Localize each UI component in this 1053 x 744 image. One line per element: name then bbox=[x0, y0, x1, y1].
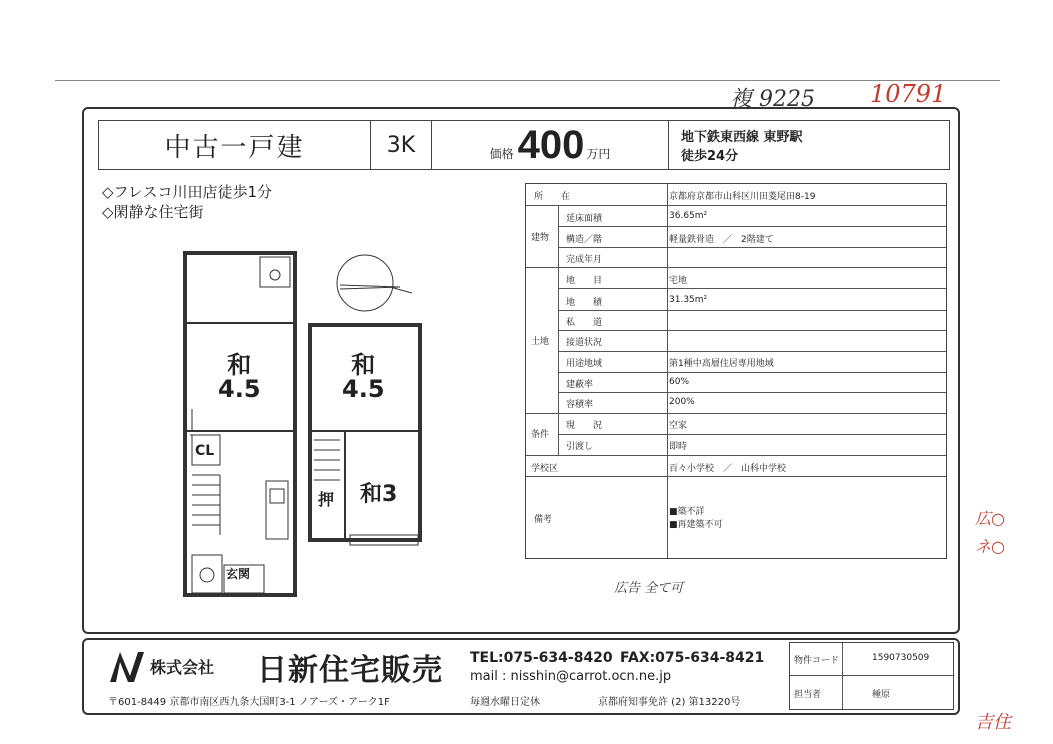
price-label: 価格 bbox=[489, 146, 514, 161]
far-label: 容積率 bbox=[566, 400, 594, 410]
property-code-value: 1590730509 bbox=[872, 653, 930, 663]
land-category-value: 宅地 bbox=[669, 276, 688, 286]
handwritten-note-right-2: ネ○ bbox=[975, 537, 1005, 556]
remarks-value-1: ■築不詳 bbox=[669, 507, 705, 517]
oshi-label: 押 bbox=[318, 490, 335, 509]
holiday: 毎週水曜日定休 bbox=[470, 697, 540, 708]
school-label: 学校区 bbox=[531, 464, 559, 474]
floor-plan bbox=[180, 245, 440, 600]
land-area-value: 31.35m² bbox=[669, 295, 708, 305]
room-2-size: 4.5 bbox=[342, 375, 385, 403]
conditions-group-label: 条件 bbox=[531, 430, 550, 440]
row-line bbox=[558, 392, 946, 393]
staff-value: 種原 bbox=[872, 690, 891, 700]
room-1-size: 4.5 bbox=[218, 375, 261, 403]
closet-label: CL bbox=[195, 443, 215, 459]
handwritten-note-right-1: 広○ bbox=[975, 509, 1005, 528]
structure-label: 構造／階 bbox=[566, 235, 603, 245]
far-value: 200% bbox=[669, 397, 695, 407]
header-layout-cell bbox=[370, 120, 432, 170]
company-logo bbox=[108, 646, 146, 686]
header-type-cell bbox=[98, 120, 370, 170]
code-box-divider bbox=[842, 643, 843, 709]
genkan-label: 玄関 bbox=[226, 567, 251, 581]
price-unit: 万円 bbox=[586, 146, 611, 161]
staff-label: 担当者 bbox=[794, 690, 822, 700]
station-line: 地下鉄東西線 東野駅 bbox=[681, 130, 803, 145]
code-box-row-line bbox=[790, 675, 953, 676]
remarks-label: 備考 bbox=[534, 515, 553, 525]
license: 京都府知事免許 (2) 第13220号 bbox=[598, 697, 741, 708]
status-value: 空家 bbox=[669, 421, 688, 431]
property-code-label: 物件コード bbox=[794, 656, 840, 666]
details-table bbox=[525, 183, 947, 559]
handwritten-note-bottom-right: 吉住 bbox=[975, 712, 1011, 733]
land-category-label: 地 目 bbox=[566, 276, 603, 286]
fax: FAX:075-634-8421 bbox=[620, 650, 765, 666]
row-line bbox=[526, 413, 946, 414]
row-line bbox=[558, 310, 946, 311]
building-group-label: 建物 bbox=[531, 233, 550, 243]
land-group-label: 土地 bbox=[531, 337, 550, 347]
built-label: 完成年月 bbox=[566, 255, 603, 265]
row-line bbox=[558, 226, 946, 227]
status-label: 現 況 bbox=[566, 421, 603, 431]
code-box bbox=[789, 642, 954, 710]
row-line bbox=[558, 351, 946, 352]
station-walk: 徒歩24分 bbox=[681, 149, 739, 164]
property-type: 中古一戸建 bbox=[164, 132, 305, 163]
zoning-value: 第1種中高層住居専用地域 bbox=[669, 359, 774, 369]
road-label: 接道状況 bbox=[566, 338, 603, 348]
row-line bbox=[526, 267, 946, 268]
header-station-cell bbox=[669, 120, 950, 170]
row-line bbox=[558, 288, 946, 289]
header-price-cell bbox=[432, 120, 669, 170]
handwritten-number-2: 10791 bbox=[870, 80, 947, 108]
row-line bbox=[526, 476, 946, 477]
company-type: 株式会社 bbox=[150, 658, 215, 677]
table-divider-main bbox=[667, 184, 668, 558]
handwritten-note-middle: 広告 全て可 bbox=[614, 581, 684, 596]
handover-value: 即時 bbox=[669, 442, 688, 452]
row-line bbox=[558, 247, 946, 248]
room-1-label bbox=[218, 353, 261, 401]
company-name: 日新住宅販売 bbox=[257, 653, 443, 688]
structure-value: 軽量鉄骨造 ／ 2階建て bbox=[669, 235, 774, 245]
feature-2: ◇閑静な住宅街 bbox=[102, 203, 204, 221]
room-2-name: 和 bbox=[351, 351, 376, 379]
location-value: 京都府京都市山科区川田菱尾田8-19 bbox=[669, 192, 816, 202]
remarks-value-2: ■再建築不可 bbox=[669, 520, 723, 530]
layout-type: 3K bbox=[386, 132, 416, 158]
coverage-value: 60% bbox=[669, 377, 690, 387]
price-value: 400 bbox=[517, 122, 585, 167]
floor-area-value: 36.65m² bbox=[669, 211, 708, 221]
location-label: 所 在 bbox=[534, 192, 571, 202]
row-line bbox=[558, 372, 946, 373]
room-1-name: 和 bbox=[227, 351, 252, 379]
row-line bbox=[526, 455, 946, 456]
room-2-label bbox=[342, 353, 385, 401]
tel: TEL:075-634-8420 bbox=[470, 650, 613, 666]
room-3-label: 和3 bbox=[360, 482, 398, 507]
row-line bbox=[558, 330, 946, 331]
feature-1: ◇フレスコ川田店徒歩1分 bbox=[102, 183, 273, 201]
zoning-label: 用途地域 bbox=[566, 359, 603, 369]
handover-label: 引渡し bbox=[566, 442, 594, 452]
row-line bbox=[526, 205, 946, 206]
floor-area-label: 延床面積 bbox=[566, 214, 603, 224]
row-line bbox=[558, 434, 946, 435]
school-value: 百々小学校 ／ 山科中学校 bbox=[669, 464, 787, 474]
address: 〒601-8449 京都市南区西九条大国町3-1 ノアーズ・アーク1F bbox=[108, 697, 390, 708]
land-area-label: 地 積 bbox=[566, 298, 603, 308]
handwritten-number-1: 複 9225 bbox=[730, 87, 815, 112]
top-rule bbox=[55, 80, 1000, 81]
coverage-label: 建蔽率 bbox=[566, 380, 594, 390]
private-road-label: 私 道 bbox=[566, 318, 603, 328]
mail: mail : nisshin@carrot.ocn.ne.jp bbox=[470, 669, 672, 684]
